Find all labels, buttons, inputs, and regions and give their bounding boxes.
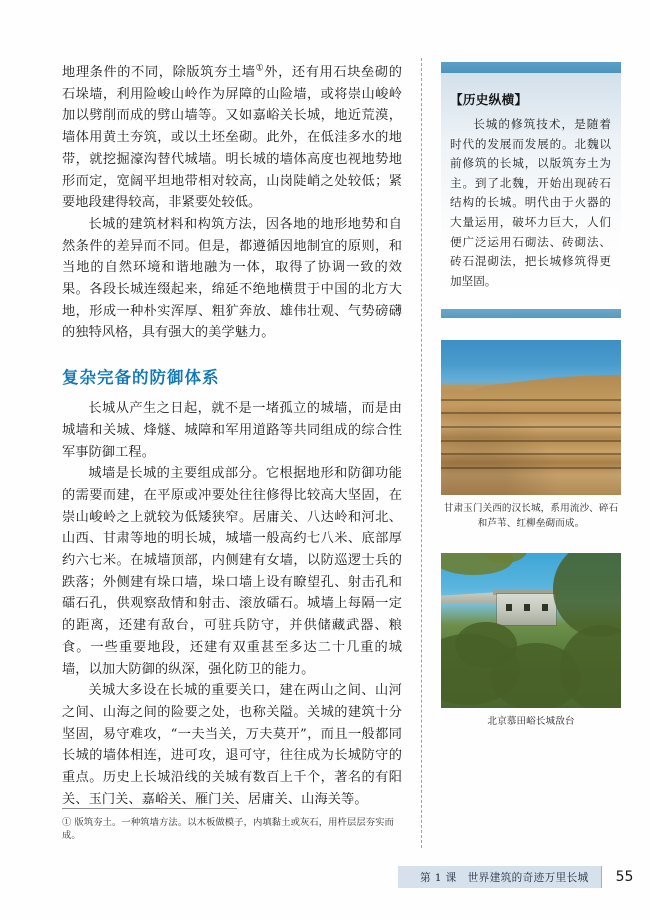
history-box — [441, 62, 621, 301]
paragraph-2: 长城的建筑材料和构筑方法，因各地的地形地势和自然条件的差异而不同。但是，都遵循因地制宜的原则，和当地的自然环境和谐地融为一体，取得了协调一致的效果。各段长城连缀起来，绵延不绝地横贯于中国的北方大地，形成一种朴实浑厚、粗犷奔放、雄伟壮观、气势磅礴的独特风格，具有强大的美学魅力。 — [62, 216, 402, 341]
tower-window — [524, 604, 530, 611]
column-divider — [421, 58, 422, 848]
mutianyu-great-wall-tower-photo — [441, 553, 621, 708]
tower-window — [542, 604, 548, 611]
tree-foliage — [553, 553, 621, 637]
wall-stratum — [441, 412, 621, 414]
paragraph-1-text-a: 地理条件的不同，除版筑夯土墙 — [62, 65, 256, 80]
page-number: 55 — [615, 869, 634, 885]
sidebar-rail — [441, 62, 621, 730]
figure-mutianyu-frame — [441, 553, 621, 708]
han-great-wall-desert-photo — [441, 340, 621, 495]
history-box-title: 【历史纵横】 — [450, 92, 528, 107]
figure-mutianyu-caption: 北京慕田峪长城敌台 — [487, 716, 575, 728]
wall-stratum — [441, 399, 621, 401]
footnote-marker-1: ① — [255, 63, 265, 74]
paragraph-3: 长城从产生之日起，就不是一堵孤立的城墙，而是由城墙和关城、烽燧、城障和军用道路等共同组成的综合性军事防御工程。 — [62, 401, 402, 460]
main-text-column — [62, 62, 402, 852]
wall-stratum — [441, 440, 621, 442]
figure-han-wall-frame — [441, 340, 621, 495]
tower-window — [506, 604, 512, 611]
paragraph-4: 城墙是长城的主要组成部分。它根据地形和防御功能的需要而建，在平原或冲要处往往修得比较高大坚固，在崇山峻岭之上就较为低矮狭窄。居庸关、八达岭和河北、山西、甘肃等地的明长城，城墙一般高约七八米、底部厚约六七米。在城墙顶部，内侧建有女墙，以防巡逻士兵的跌落；外侧建有垛口墙，垛口墙上设有瞭望孔、射击孔和礌石孔，供观察敌情和射击、滚放礌石。城墙上每隔一定的距离，还建有敌台，可驻兵防守，并供储藏武器、粮食。一些重要地段，还建有双重甚至多达二十几重的城墙，以加大防御的纵深，强化防卫的能力。 — [62, 466, 402, 677]
wall-stratum — [441, 426, 621, 428]
footer-lesson-band — [398, 866, 601, 888]
page-footer — [398, 866, 650, 888]
figure-mutianyu — [441, 553, 621, 730]
footnote-block — [62, 808, 402, 842]
footnote-rule — [62, 808, 237, 809]
figure-han-wall-caption: 甘肃玉门关西的汉长城，系用流沙、碎石和芦苇、红柳垒砌而成。 — [443, 503, 619, 529]
history-box-body: 长城的修筑技术，是随着时代的发展而发展的。北魏以前修筑的长城，以版筑夯土为主。到了北魏，开始出现砖石结构的长城。明代由于火器的大量运用，破坏力巨大，人们便广泛运用石砌法、砖砌法、砖石混砌法，把长城修筑得更加坚固。 — [450, 117, 611, 288]
tree-foliage — [455, 622, 516, 669]
wall-stratum — [441, 467, 621, 469]
paragraph-5: 关城大多设在长城的重要关口，建在两山之间、山河之间、山海之间的险要之处，也称关隘。关城的建筑十分坚固，易守难攻，“一夫当关，万夫莫开”，而且一般都同长城的墙体相连，进可攻，退可守，往往成为长城防守的重点。历史上长城沿线的关城有数百上千个，著名的有阳关、玉门关、嘉峪关、雁门关、居庸关、山海关等。 — [62, 683, 402, 807]
paragraph-1-text-b: 外，还有用石块垒砌的石垛墙，利用险峻山岭作为屏障的山险墙，或将崇山峻岭加以劈削而成的劈山墙等。又如嘉峪关长城，地近荒漠，墙体用黄土夯筑，或以土坯垒砌。此外，在低洼多水的地带，就挖掘濠沟替代城墙。明长城的墙体高度也视地势地形而定，宽阔平坦地带相对较高，山岗陡峭之处较低；紧要地段建得较高，非紧要处较低。 — [62, 65, 403, 211]
paragraph-1 — [62, 62, 402, 214]
section-heading: 复杂完备的防御体系 — [62, 368, 220, 388]
figure-han-wall — [441, 340, 621, 531]
wall-stratum — [441, 453, 621, 455]
tree-foliage — [560, 625, 621, 709]
wall-rampart-shape — [441, 592, 499, 604]
history-box-bottom-bar — [441, 309, 621, 318]
footer-lesson-label: 第 1 课 世界建筑的奇迹万里长城 — [420, 871, 589, 884]
history-box-top-bar — [441, 62, 621, 73]
footnote-text: ① 版筑夯土。一种筑墙方法。以木板做模子，内填黏土或灰石，用杵层层夯实而成。 — [62, 817, 394, 841]
